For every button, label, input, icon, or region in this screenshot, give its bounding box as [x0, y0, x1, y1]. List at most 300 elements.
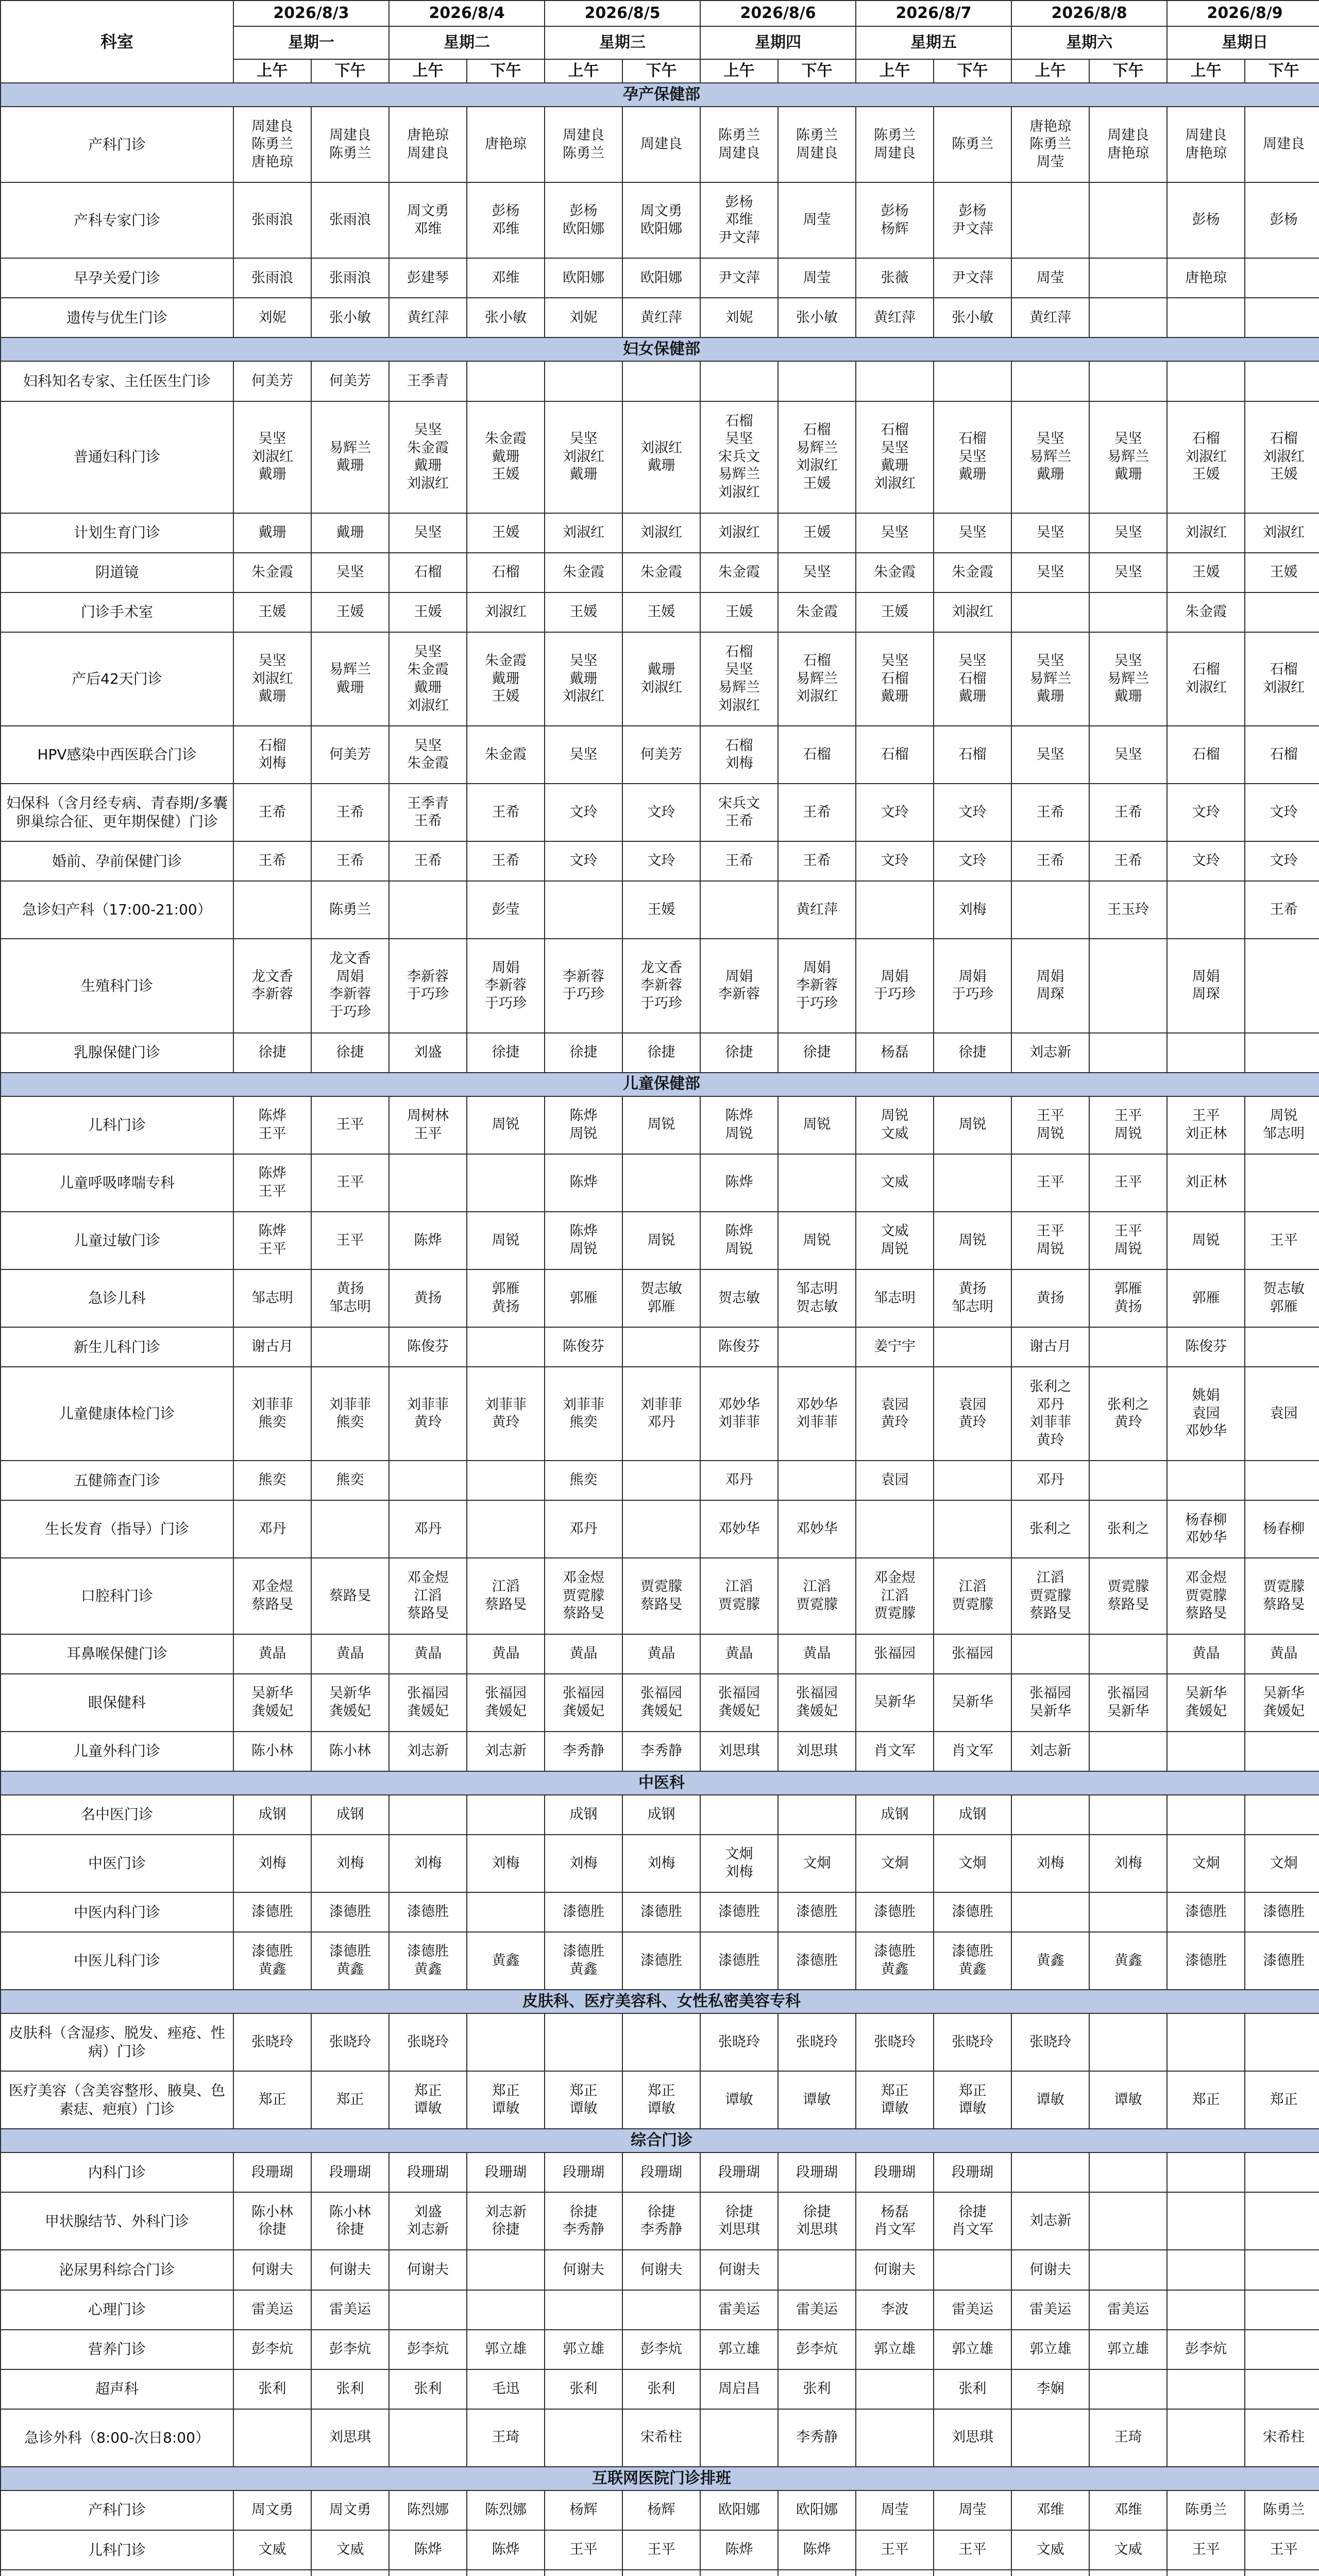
doctor-name: 吴坚	[414, 524, 442, 540]
doctor-name: 张福园	[796, 1685, 838, 1702]
doctor-name: 文玲	[1270, 853, 1298, 869]
doctor-cell	[1089, 632, 1167, 726]
doctor-name: 漆德胜	[874, 1943, 916, 1960]
department-name: 儿童过敏门诊	[1, 1212, 233, 1269]
doctor-name: 陈小林	[251, 1742, 293, 1759]
doctor-name: 邹志明	[1263, 1125, 1305, 1142]
doctor-name: 谭敏	[414, 2100, 442, 2117]
doctor-name: 戴珊	[414, 457, 442, 474]
doctor-cell	[1167, 2369, 1245, 2409]
doctor-cell	[233, 182, 311, 258]
doctor-name: 邹志明	[329, 1298, 371, 1315]
doctor-name: 蔡路旻	[1185, 1605, 1227, 1622]
doctor-name: 王媛	[336, 604, 364, 620]
doctor-name: 易辉兰	[329, 439, 371, 456]
doctor-name: 李新蓉	[251, 986, 293, 1003]
doctor-cell	[856, 401, 934, 513]
doctor-name: 文炯	[803, 1855, 831, 1871]
doctor-name: 邓妙华	[718, 1521, 760, 1537]
department-name: 产科门诊	[1, 107, 233, 182]
doctor-name: 王平	[1270, 1232, 1298, 1248]
doctor-cell	[233, 2153, 311, 2192]
doctor-cell	[233, 1500, 311, 1558]
department-name: 遗传与优生门诊	[1, 298, 233, 337]
doctor-name: 蔡路旻	[563, 1605, 605, 1622]
department-name: 儿童呼吸哮喘专科	[1, 1154, 233, 1212]
doctor-cell	[233, 2409, 311, 2467]
doctor-name: 陈烨	[258, 1223, 286, 1240]
doctor-cell	[934, 1795, 1011, 1835]
doctor-cell	[467, 1500, 545, 1558]
date-header-row	[1, 1, 1319, 26]
doctor-cell	[545, 726, 622, 784]
doctor-cell	[700, 841, 778, 881]
doctor-cell	[856, 2250, 934, 2290]
doctor-cell	[934, 1269, 1011, 1327]
doctor-name: 唐艳琼	[1185, 145, 1227, 161]
doctor-name: 张薇	[881, 269, 909, 286]
doctor-cell	[545, 1500, 622, 1558]
doctor-cell	[1167, 1835, 1245, 1892]
doctor-cell	[778, 2071, 856, 2129]
doctor-name: 邓妙华	[1185, 1530, 1227, 1546]
doctor-name: 周娟	[1192, 968, 1220, 985]
doctor-cell	[700, 2013, 778, 2071]
doctor-name: 戴珊	[336, 457, 364, 474]
doctor-name: 黄晶	[1270, 1645, 1298, 1662]
doctor-name: 黄鑫	[258, 1961, 286, 1978]
doctor-name: 成钢	[647, 1806, 675, 1822]
date-header: 2026/8/5	[545, 1, 700, 26]
department-name: 口腔科门诊	[1, 1558, 233, 1634]
doctor-name: 刘妮	[725, 309, 753, 326]
doctor-name: 刘梅	[725, 1863, 753, 1880]
doctor-cell	[1167, 784, 1245, 841]
doctor-cell	[700, 1096, 778, 1154]
doctor-name: 陈烨	[492, 2541, 520, 2558]
doctor-name: 江滔	[803, 1579, 831, 1595]
doctor-name: 戴珊	[569, 466, 598, 483]
doctor-cell	[1245, 1033, 1319, 1073]
doctor-name: 雷美运	[718, 2301, 760, 2317]
doctor-name: 漆德胜	[640, 1904, 683, 1920]
doctor-name: 刘淑红	[952, 604, 994, 620]
doctor-name: 刘梅	[569, 1855, 598, 1871]
doctor-cell	[934, 784, 1011, 841]
department-name: 产科专家门诊	[1, 182, 233, 258]
doctor-cell	[778, 1367, 856, 1461]
doctor-cell	[934, 1500, 1011, 1558]
doctor-name: 徐捷	[569, 1044, 598, 1060]
doctor-name: 贾霓朦	[563, 1587, 605, 1604]
doctor-name: 徐捷	[492, 2222, 520, 2238]
doctor-name: 黄鑫	[1114, 1952, 1142, 1969]
doctor-cell	[1011, 1033, 1089, 1073]
doctor-cell	[934, 1033, 1011, 1073]
doctor-name: 张福园	[485, 1685, 527, 1702]
doctor-cell	[467, 939, 545, 1032]
doctor-cell	[856, 1033, 934, 1073]
doctor-name: 欧阳娜	[563, 221, 605, 237]
doctor-name: 漆德胜	[407, 1943, 449, 1960]
doctor-cell	[1011, 2013, 1089, 2071]
doctor-name: 黄玲	[1114, 1414, 1142, 1431]
doctor-cell	[1089, 513, 1167, 553]
doctor-name: 徐捷	[258, 1044, 286, 1060]
doctor-name: 黄扬	[1114, 1298, 1142, 1315]
doctor-name: 成钢	[258, 1806, 286, 1822]
doctor-name: 易辉兰	[1029, 448, 1072, 465]
doctor-name: 吴坚	[881, 524, 909, 540]
doctor-cell	[1011, 1892, 1089, 1932]
doctor-name: 周莹	[803, 212, 831, 228]
date-header: 2026/8/6	[700, 1, 856, 26]
doctor-name: 徐捷	[336, 1044, 364, 1060]
doctor-name: 戴珊	[492, 670, 520, 687]
doctor-name: 戴珊	[1036, 688, 1064, 705]
doctor-name: 吴新华	[251, 1685, 293, 1702]
doctor-cell	[467, 2153, 545, 2192]
doctor-name: 陈俊芬	[407, 1338, 449, 1355]
doctor-name: 何谢夫	[407, 2261, 449, 2278]
doctor-name: 王平	[958, 2541, 987, 2558]
doctor-name: 雷美运	[1029, 2301, 1072, 2317]
doctor-name: 王平	[881, 2541, 909, 2558]
doctor-cell	[1011, 361, 1089, 401]
doctor-cell	[311, 592, 389, 632]
doctor-cell	[934, 632, 1011, 726]
pm-header: 下午	[1245, 59, 1319, 83]
doctor-name: 王平	[1114, 1223, 1142, 1240]
doctor-cell	[934, 2570, 1011, 2576]
doctor-name: 周娟	[492, 959, 520, 976]
doctor-name: 周锐	[1270, 1108, 1298, 1124]
doctor-cell	[856, 513, 934, 553]
doctor-cell	[467, 2330, 545, 2369]
doctor-cell	[778, 2490, 856, 2530]
doctor-cell	[1245, 2409, 1319, 2467]
doctor-name: 何谢夫	[640, 2261, 683, 2278]
doctor-cell	[1245, 1732, 1319, 1771]
doctor-cell	[622, 182, 700, 258]
department-name: 甲状腺结节、外科门诊	[1, 2192, 233, 2250]
doctor-name: 刘梅	[414, 1855, 442, 1871]
doctor-cell	[545, 1674, 622, 1732]
doctor-cell	[856, 2490, 934, 2530]
doctor-name: 张福园	[718, 1685, 760, 1702]
doctor-name: 刘淑红	[718, 524, 760, 540]
doctor-cell	[1089, 2490, 1167, 2530]
doctor-name: 尹文萍	[952, 269, 994, 286]
doctor-cell	[1089, 1932, 1167, 1990]
doctor-cell	[467, 1212, 545, 1269]
doctor-cell	[545, 2290, 622, 2330]
doctor-cell	[1167, 1269, 1245, 1327]
doctor-name: 张利	[958, 2380, 987, 2397]
doctor-cell	[1011, 2071, 1089, 2129]
doctor-cell	[934, 2490, 1011, 2530]
doctor-cell	[467, 298, 545, 337]
doctor-name: 刘梅	[1036, 1855, 1064, 1871]
doctor-name: 龚媛妃	[718, 1703, 760, 1719]
doctor-name: 漆德胜	[1185, 1904, 1227, 1920]
doctor-name: 朱金霞	[251, 564, 293, 580]
doctor-cell	[545, 1269, 622, 1327]
doctor-cell	[467, 1892, 545, 1932]
doctor-cell	[934, 1892, 1011, 1932]
doctor-cell	[700, 2192, 778, 2250]
doctor-cell	[622, 2490, 700, 2530]
doctor-cell	[1167, 1461, 1245, 1500]
doctor-cell	[1089, 2369, 1167, 2409]
doctor-cell	[311, 2409, 389, 2467]
doctor-name: 熊奕	[569, 1472, 598, 1488]
doctor-name: 邹志明	[874, 1290, 916, 1306]
doctor-name: 戴珊	[647, 662, 675, 678]
doctor-cell	[389, 592, 467, 632]
doctor-name: 邓维	[725, 212, 753, 228]
doctor-name: 黄鑫	[958, 1961, 987, 1978]
doctor-cell	[311, 1674, 389, 1732]
department-name: 耳鼻喉保健门诊	[1, 1634, 233, 1674]
doctor-cell	[1167, 1932, 1245, 1990]
doctor-cell	[467, 1634, 545, 1674]
doctor-name: 张小敏	[329, 309, 371, 326]
table-row	[1, 1500, 1319, 1558]
doctor-cell	[856, 258, 934, 298]
doctor-name: 刘盛	[414, 1044, 442, 1060]
doctor-cell	[1089, 1795, 1167, 1835]
doctor-cell	[934, 1932, 1011, 1990]
doctor-name: 刘思琪	[796, 1742, 838, 1759]
doctor-cell	[389, 182, 467, 258]
doctor-name: 郑正	[492, 2082, 520, 2099]
doctor-cell	[1167, 2153, 1245, 2192]
doctor-cell	[1245, 1096, 1319, 1154]
doctor-cell	[311, 401, 389, 513]
table-row	[1, 1795, 1319, 1835]
doctor-name: 王希	[414, 813, 442, 829]
doctor-cell	[1245, 2192, 1319, 2250]
table-row	[1, 2013, 1319, 2071]
doctor-name: 邹志明	[251, 1290, 293, 1306]
doctor-name: 石榴	[492, 564, 520, 580]
department-name: 超声科	[1, 2369, 233, 2409]
doctor-name: 宋兵文	[718, 795, 760, 811]
doctor-cell	[700, 1154, 778, 1212]
doctor-cell	[545, 1154, 622, 1212]
doctor-cell	[1089, 1033, 1167, 1073]
doctor-name: 张利	[569, 2380, 598, 2397]
doctor-cell	[311, 182, 389, 258]
doctor-name: 易辉兰	[796, 670, 838, 687]
doctor-cell	[934, 2409, 1011, 2467]
doctor-name: 陈烨	[725, 1223, 753, 1240]
doctor-cell	[311, 513, 389, 553]
doctor-cell	[1245, 2290, 1319, 2330]
doctor-name: 郑正	[258, 2091, 286, 2108]
table-row	[1, 1892, 1319, 1932]
doctor-cell	[545, 592, 622, 632]
doctor-name: 吴新华	[952, 1694, 994, 1710]
doctor-cell	[856, 1795, 934, 1835]
doctor-cell	[856, 2330, 934, 2369]
doctor-cell	[233, 1327, 311, 1367]
department-name: 计划生育门诊	[1, 513, 233, 553]
doctor-name: 王平	[414, 1125, 442, 1142]
doctor-name: 戴珊	[336, 679, 364, 696]
doctor-name: 郑正	[414, 2082, 442, 2099]
doctor-name: 易辉兰	[718, 466, 760, 483]
table-row	[1, 939, 1319, 1032]
pm-header: 下午	[311, 59, 389, 83]
doctor-name: 邓丹	[1036, 1472, 1064, 1488]
doctor-name: 贾霓朦	[796, 1596, 838, 1613]
doctor-cell	[700, 258, 778, 298]
doctor-cell	[545, 939, 622, 1032]
doctor-name: 周锐	[647, 1232, 675, 1248]
doctor-name: 吴新华	[329, 1685, 371, 1702]
doctor-name: 邓维	[414, 221, 442, 237]
doctor-cell	[1089, 939, 1167, 1032]
table-row	[1, 1674, 1319, 1732]
doctor-name: 段珊瑚	[640, 2164, 683, 2180]
doctor-name: 李波	[881, 2301, 909, 2317]
doctor-cell	[934, 298, 1011, 337]
department-name: 眼保健科	[1, 1674, 233, 1732]
doctor-name: 郭立雄	[563, 2341, 605, 2357]
doctor-name: 邹志明	[952, 1298, 994, 1315]
doctor-name: 朱金霞	[407, 755, 449, 772]
doctor-cell	[700, 1932, 778, 1990]
pm-header: 下午	[934, 59, 1011, 83]
table-row	[1, 1212, 1319, 1269]
doctor-cell	[1011, 1558, 1089, 1634]
table-row	[1, 881, 1319, 939]
doctor-cell	[389, 2153, 467, 2192]
doctor-cell	[700, 784, 778, 841]
doctor-cell	[545, 2409, 622, 2467]
doctor-cell	[778, 1212, 856, 1269]
department-name: 中医内科门诊	[1, 1892, 233, 1932]
doctor-cell	[311, 258, 389, 298]
am-header: 上午	[233, 59, 311, 83]
doctor-cell	[856, 182, 934, 258]
doctor-cell	[311, 1835, 389, 1892]
doctor-cell	[1089, 401, 1167, 513]
doctor-cell	[1011, 1212, 1089, 1269]
doctor-cell	[233, 726, 311, 784]
doctor-name: 龚媛妃	[407, 1703, 449, 1719]
doctor-cell	[545, 1367, 622, 1461]
doctor-cell	[856, 1269, 934, 1327]
doctor-cell	[389, 1932, 467, 1990]
doctor-cell	[1011, 2530, 1089, 2570]
doctor-cell	[1011, 784, 1089, 841]
doctor-cell	[389, 361, 467, 401]
doctor-name: 袁园	[881, 1396, 909, 1413]
doctor-cell	[311, 841, 389, 881]
doctor-cell	[1011, 1500, 1089, 1558]
doctor-name: 郭立雄	[485, 2341, 527, 2357]
doctor-name: 周树林	[407, 1108, 449, 1124]
section-title: 孕产保健部	[1, 83, 1319, 107]
doctor-name: 刘淑红	[251, 448, 293, 465]
doctor-name: 杨辉	[881, 221, 909, 237]
doctor-cell	[467, 632, 545, 726]
doctor-cell	[1245, 1558, 1319, 1634]
doctor-name: 周文勇	[640, 203, 683, 219]
doctor-cell	[311, 2013, 389, 2071]
doctor-name: 陈烨	[414, 2541, 442, 2558]
doctor-name: 刘志新	[407, 2222, 449, 2238]
doctor-name: 王媛	[492, 688, 520, 705]
doctor-name: 彭杨	[958, 203, 987, 219]
doctor-name: 邓妙华	[1185, 1423, 1227, 1439]
doctor-cell	[467, 1154, 545, 1212]
doctor-name: 石榴	[958, 670, 987, 687]
department-name: 早孕关爱门诊	[1, 258, 233, 298]
doctor-cell	[467, 841, 545, 881]
table-row	[1, 182, 1319, 258]
doctor-name: 尹文萍	[718, 269, 760, 286]
doctor-cell	[778, 2013, 856, 2071]
doctor-name: 漆德胜	[329, 1943, 371, 1960]
doctor-cell	[934, 1558, 1011, 1634]
doctor-cell	[778, 513, 856, 553]
doctor-cell	[233, 2071, 311, 2129]
doctor-cell	[545, 182, 622, 258]
doctor-name: 欧阳娜	[563, 269, 605, 286]
doctor-cell	[622, 939, 700, 1032]
doctor-cell	[778, 2409, 856, 2467]
doctor-name: 熊奕	[258, 1472, 286, 1488]
doctor-name: 毛迅	[492, 2380, 520, 2397]
doctor-name: 吴坚	[1036, 653, 1064, 669]
doctor-name: 龚媛妃	[796, 1703, 838, 1719]
doctor-name: 黄鑫	[569, 1961, 598, 1978]
department-name: 妇科知名专家、主任医生门诊	[1, 361, 233, 401]
doctor-name: 黄晶	[336, 1645, 364, 1662]
doctor-name: 石榴	[725, 643, 753, 660]
doctor-cell	[1089, 726, 1167, 784]
doctor-cell	[467, 401, 545, 513]
doctor-cell	[700, 592, 778, 632]
doctor-name: 陈烨	[569, 1108, 598, 1124]
doctor-cell	[467, 513, 545, 553]
doctor-cell	[1167, 1558, 1245, 1634]
doctor-cell	[233, 1932, 311, 1990]
doctor-name: 陈烨	[569, 1174, 598, 1191]
doctor-name: 李新蓉	[407, 968, 449, 985]
doctor-name: 周建良	[718, 145, 760, 161]
doctor-cell	[622, 401, 700, 513]
doctor-name: 蔡路旻	[251, 1596, 293, 1613]
doctor-name: 邓妙华	[718, 1396, 760, 1413]
doctor-name: 徐捷	[803, 2204, 831, 2220]
weekday-header: 星期三	[545, 26, 700, 59]
doctor-name: 邓妙华	[796, 1396, 838, 1413]
table-row	[1, 632, 1319, 726]
doctor-name: 石榴	[725, 413, 753, 429]
doctor-cell	[545, 107, 622, 182]
doctor-name: 何谢夫	[563, 2261, 605, 2278]
doctor-name: 邓妙华	[796, 1521, 838, 1537]
section-row	[1, 83, 1319, 107]
doctor-name: 唐艳琼	[251, 154, 293, 170]
doctor-cell	[1089, 2013, 1167, 2071]
doctor-cell	[778, 1835, 856, 1892]
